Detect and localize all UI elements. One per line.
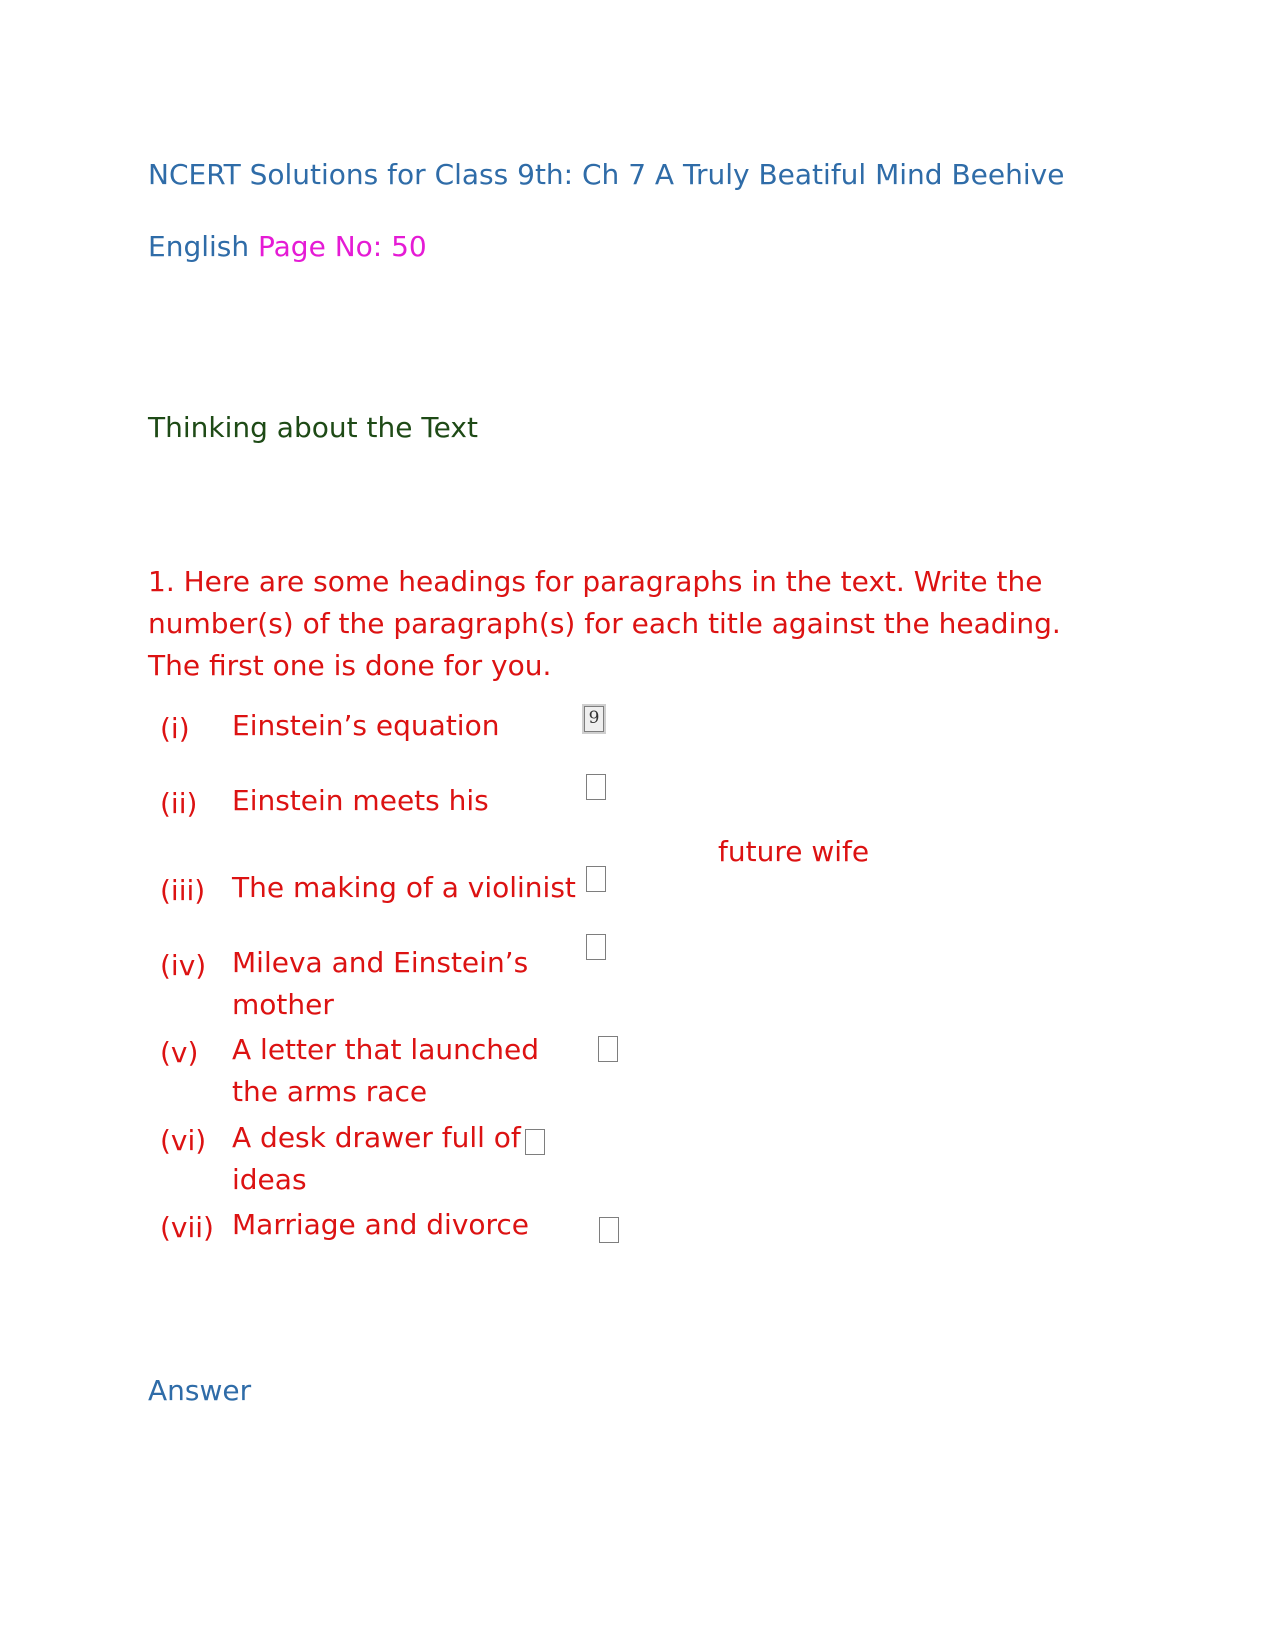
item-number: (vi) <box>160 1124 207 1157</box>
item-number: (i) <box>160 712 190 745</box>
item-number: (iii) <box>160 874 206 907</box>
item-heading <box>232 1204 529 1246</box>
page-number-label: Page No: 50 <box>258 230 427 263</box>
answer-box[interactable] <box>586 866 606 892</box>
item-heading-line: mother <box>232 988 334 1021</box>
item-number: (vii) <box>160 1211 214 1244</box>
answer-box: 9 <box>584 706 604 732</box>
item-heading-line: Einstein meets his <box>232 784 489 817</box>
answer-box[interactable] <box>599 1217 619 1243</box>
item-heading <box>232 1117 521 1201</box>
document-title: NCERT Solutions for Class 9th: Ch 7 A Truly Beatiful Mind Beehive <box>148 158 1065 191</box>
answer-box[interactable] <box>598 1036 618 1062</box>
item-heading <box>232 705 499 747</box>
item-heading-line: A desk drawer full of <box>232 1121 521 1154</box>
item-heading-line: The making of a violinist <box>232 871 576 904</box>
item-heading-line: Mileva and Einstein’s <box>232 946 529 979</box>
section-heading: Thinking about the Text <box>148 411 478 444</box>
subject-label: English <box>148 230 250 263</box>
item-number: (ii) <box>160 787 198 820</box>
answer-box[interactable] <box>586 774 606 800</box>
answer-box[interactable] <box>586 934 606 960</box>
item-heading-line: A letter that launched <box>232 1033 539 1066</box>
item-heading-line: Einstein’s equation <box>232 709 500 742</box>
item-heading <box>232 1029 539 1113</box>
item-heading-line: Marriage and divorce <box>232 1208 530 1241</box>
item-number: (iv) <box>160 949 207 982</box>
item-number: (v) <box>160 1036 199 1069</box>
answer-label: Answer <box>148 1374 252 1407</box>
document-subtitle <box>148 230 427 263</box>
question-text: 1. Here are some headings for paragraphs in the text. Write the number(s) of the paragraph(s) for each title against the heading. The first one is done for you. <box>148 565 1061 682</box>
overflow-text: future wife <box>718 835 870 868</box>
item-heading-line: the arms race <box>232 1075 428 1108</box>
item-heading-line: ideas <box>232 1163 307 1196</box>
item-heading <box>232 780 489 822</box>
item-heading <box>232 867 576 909</box>
item-heading <box>232 942 528 1026</box>
answer-box[interactable] <box>525 1129 545 1155</box>
